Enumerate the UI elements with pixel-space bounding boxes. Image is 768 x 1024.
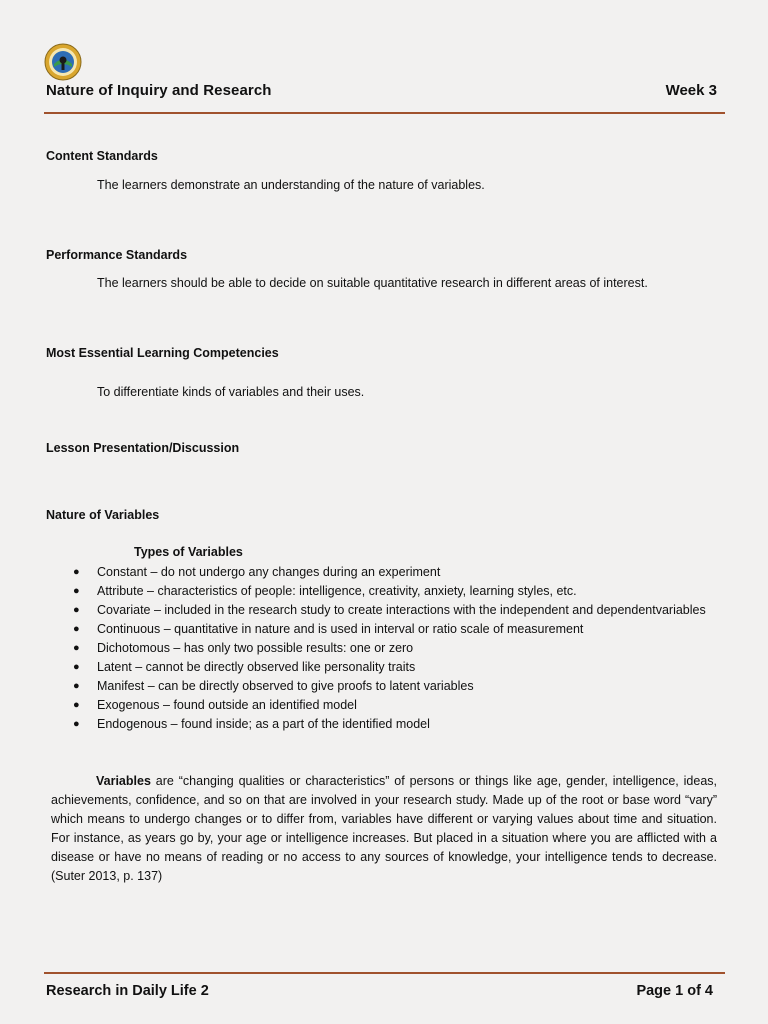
- competencies-heading: Most Essential Learning Competencies: [46, 346, 279, 360]
- paragraph-body: are “changing qualities or characteristics” of persons or things like age, gender, intelligence, ideas, achievements, confidence, and so on that are involved in your research study. Made up of the root or base word “vary” which means to undergo changes or to differ from, variables have different or varying values about time and situation. For instance, as years go by, your age or intelligence increases. But placed in a situation where you are afflicted with a disease or have no means of reading or no access to any sources of knowledge, your intelligence tends to decrease. (Suter 2013, p. 137): [51, 774, 717, 883]
- list-item: ● Covariate – included in the research study to create interactions with the independent and dependentvariables: [70, 601, 717, 620]
- competencies-text: To differentiate kinds of variables and their uses.: [97, 385, 365, 399]
- types-of-variables-title: Types of Variables: [134, 545, 243, 559]
- list-item: ● Attribute – characteristics of people: intelligence, creativity, anxiety, learning styles, etc.: [70, 582, 717, 601]
- document-title: Nature of Inquiry and Research: [46, 82, 272, 99]
- paragraph-lead-term: Variables: [96, 774, 151, 788]
- performance-standards-text: The learners should be able to decide on suitable quantitative research in different areas of interest.: [97, 276, 648, 290]
- variables-paragraph: [51, 772, 717, 886]
- page-number: Page 1 of 4: [636, 983, 713, 999]
- header-divider: [44, 112, 725, 114]
- list-item: ● Exogenous – found outside an identified model: [70, 696, 717, 715]
- list-item: ● Latent – cannot be directly observed like personality traits: [70, 658, 717, 677]
- school-seal-icon: [44, 43, 82, 81]
- lesson-heading: Lesson Presentation/Discussion: [46, 441, 240, 455]
- types-list: [70, 563, 717, 734]
- nature-of-variables-heading: Nature of Variables: [46, 508, 160, 522]
- performance-standards-heading: Performance Standards: [46, 248, 188, 262]
- list-item: ● Continuous – quantitative in nature and is used in interval or ratio scale of measurement: [70, 620, 717, 639]
- list-item: ● Constant – do not undergo any changes during an experiment: [70, 563, 717, 582]
- footer-subject: Research in Daily Life 2: [46, 983, 209, 999]
- content-standards-heading: Content Standards: [46, 149, 158, 163]
- content-standards-text: The learners demonstrate an understanding of the nature of variables.: [97, 178, 485, 192]
- list-item: ● Dichotomous – has only two possible results: one or zero: [70, 639, 717, 658]
- list-item: ● Endogenous – found inside; as a part of the identified model: [70, 715, 717, 734]
- footer-divider: [44, 972, 725, 974]
- list-item: ● Manifest – can be directly observed to give proofs to latent variables: [70, 677, 717, 696]
- week-label: Week 3: [665, 82, 717, 99]
